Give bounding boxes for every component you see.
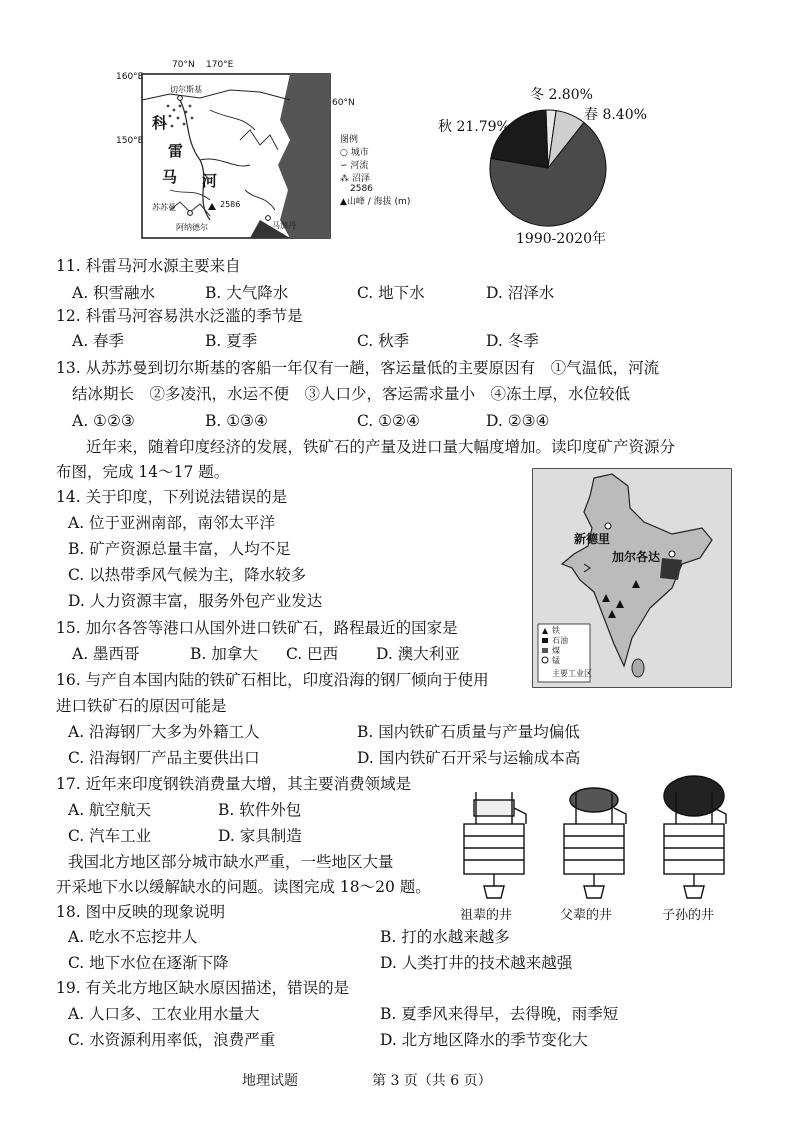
well-label-descendants: 子孙的井 — [662, 908, 715, 923]
map-legend — [340, 132, 420, 207]
q16-option-a: A. 沿海钢厂大多为外籍工人 — [68, 723, 260, 741]
q13-stem-line2: 结冰期长 ②多凌汛，水运不便 ③人口少，客运需求量小 ④冻土厚，水位较低 — [72, 385, 631, 403]
wells-illustration — [446, 774, 746, 924]
q18-stem: 18. 图中反映的现象说明 — [56, 903, 226, 921]
q16-option-d: D. 国内铁矿石开采与运输成本高 — [357, 749, 581, 767]
elevation-label: 2586 — [220, 200, 241, 209]
india-map-drawing — [532, 468, 732, 688]
lon-label-170e: 170°E — [206, 60, 234, 70]
intro14-line2: 布图，完成 14～17 题。 — [56, 463, 230, 481]
intro18-line2: 开采地下水以缓解缺水的问题。读图完成 18～20 题。 — [56, 878, 431, 896]
q16-stem-line2: 进口铁矿石的原因可能是 — [56, 697, 227, 715]
marsh-icon: ⁂ — [340, 174, 349, 184]
q15-option-b: B. 加拿大 — [190, 645, 258, 663]
q17-stem: 17. 近年来印度钢铁消费量大增，其主要消费领域是 — [56, 775, 412, 793]
river-char-4: 河 — [202, 172, 218, 190]
legend-peak-value: 2586 — [350, 184, 373, 194]
india-legend-manganese: 锰 — [552, 656, 560, 665]
intro14-line1: 近年来，随着印度经济的发展，铁矿石的产量及进口量大幅度增加。读印度矿产资源分 — [86, 438, 676, 456]
well-3 — [664, 776, 726, 898]
india-label-delhi: 新德里 — [574, 532, 611, 546]
place-anadyr-range: 阿纳德尔 — [176, 223, 208, 232]
lon-label-160e: 160°E — [116, 72, 144, 82]
q17-option-a: A. 航空航天 — [68, 801, 152, 819]
q13-option-d: D. ②③④ — [486, 412, 550, 430]
lat-label-70n: 70°N — [172, 60, 195, 70]
pie-label-spring: 春 8.40% — [584, 107, 647, 123]
q17-option-b: B. 软件外包 — [218, 801, 302, 819]
kolyma-map — [116, 60, 411, 242]
q15-option-c: C. 巴西 — [286, 645, 339, 663]
q16-option-c: C. 沿海钢厂产品主要供出口 — [68, 749, 260, 767]
river-char-3: 马 — [162, 168, 178, 186]
q17-option-d: D. 家具制造 — [218, 827, 302, 845]
q12-option-d: D. 冬季 — [486, 332, 539, 350]
india-legend-industry: 主要工业区 — [552, 669, 592, 678]
legend-river: ∽ 河流 — [340, 161, 369, 171]
q19-stem: 19. 有关北方地区缺水原因描述，错误的是 — [56, 979, 350, 997]
q12-option-a: A. 春季 — [72, 332, 125, 350]
q12-stem: 12. 科雷马河容易洪水泛滥的季节是 — [56, 307, 303, 325]
well-2 — [564, 788, 626, 898]
river-icon: ∽ — [340, 161, 348, 171]
india-legend-oil: 石油 — [552, 636, 568, 645]
place-magadan: 马加丹 — [272, 221, 296, 230]
footer-subject: 地理试题 — [242, 1073, 298, 1089]
peak-icon: ▲ — [340, 197, 347, 207]
q19-option-a: A. 人口多、工农业用水量大 — [68, 1005, 260, 1023]
pie-label-winter: 冬 2.80% — [530, 87, 593, 103]
q12-option-b: B. 夏季 — [205, 332, 258, 350]
q17-option-c: C. 汽车工业 — [68, 827, 152, 845]
legend-city: ○ 城市 — [340, 148, 369, 158]
q14-stem: 14. 关于印度，下列说法错误的是 — [56, 488, 288, 506]
q13-option-a: A. ①②③ — [72, 412, 135, 430]
q19-option-c: C. 水资源利用率低，浪费严重 — [68, 1031, 276, 1049]
river-char-1: 科 — [152, 114, 168, 132]
q11-option-b: B. 大气降水 — [205, 284, 289, 302]
india-label-kolkata: 加尔各达 — [612, 550, 661, 564]
q18-option-a: A. 吃水不忘挖井人 — [68, 928, 198, 946]
q15-stem: 15. 加尔各答等港口从国外进口铁矿石，路程最近的国家是 — [56, 619, 458, 637]
q13-option-c: C. ①②④ — [357, 412, 420, 430]
legend-title: 图例 — [340, 135, 359, 145]
city-icon: ○ — [340, 148, 348, 158]
wells-drawing — [446, 774, 746, 904]
place-chersky: 切尔斯基 — [170, 85, 202, 94]
q13-stem-line1: 13. 从苏苏曼到切尔斯基的客船一年仅有一趟，客运量低的主要原因有 ①气温低，河流 — [56, 359, 660, 377]
legend-marsh: ⁂ 沼泽 — [340, 174, 370, 184]
india-legend-iron: 铁 — [552, 626, 560, 635]
river-char-2: 雷 — [168, 142, 184, 160]
lat-label-60n: 60°N — [332, 98, 355, 108]
q18-option-c: C. 地下水位在逐渐下降 — [68, 954, 229, 972]
q11-stem: 11. 科雷马河水源主要来自 — [56, 257, 241, 275]
q14-option-d: D. 人力资源丰富，服务外包产业发达 — [68, 592, 323, 610]
q18-option-d: D. 人类打井的技术越来越强 — [380, 954, 573, 972]
well-label-parents: 父辈的井 — [560, 908, 613, 923]
pie-caption: 1990-2020年 — [516, 231, 606, 247]
q12-option-c: C. 秋季 — [357, 332, 410, 350]
india-legend-coal: 煤 — [552, 646, 560, 655]
q14-option-a: A. 位于亚洲南部，南邻太平洋 — [68, 514, 276, 532]
q14-option-c: C. 以热带季风气候为主，降水较多 — [68, 566, 307, 584]
well-1 — [464, 792, 526, 898]
q19-option-d: D. 北方地区降水的季节变化大 — [380, 1031, 588, 1049]
season-pie-chart — [430, 80, 650, 250]
q16-stem-line1: 16. 与产自本国内陆的铁矿石相比，印度沿海的钢厂倾向于使用 — [56, 671, 489, 689]
q16-option-b: B. 国内铁矿石质量与产量均偏低 — [357, 723, 580, 741]
footer-page: 第 3 页（共 6 页） — [372, 1073, 492, 1089]
india-map — [532, 468, 732, 688]
q11-option-c: C. 地下水 — [357, 284, 425, 302]
well-label-grandparents: 祖辈的井 — [460, 908, 513, 923]
lon-label-150e: 150°E — [116, 136, 144, 146]
q13-option-b: B. ①③④ — [205, 412, 268, 430]
pie-label-autumn: 秋 21.79% — [438, 119, 510, 135]
q15-option-d: D. 澳大利亚 — [376, 645, 460, 663]
q19-option-b: B. 夏季风来得早，去得晚，雨季短 — [380, 1005, 619, 1023]
legend-peak: ▲山峰 / 海拔 (m) — [340, 197, 411, 207]
q15-option-a: A. 墨西哥 — [72, 645, 140, 663]
q14-option-b: B. 矿产资源总量丰富，人均不足 — [68, 540, 291, 558]
q18-option-b: B. 打的水越来越多 — [380, 928, 510, 946]
place-susuman: 苏苏曼 — [152, 203, 176, 212]
intro18-line1: 我国北方地区部分城市缺水严重，一些地区大量 — [68, 853, 394, 871]
q11-option-d: D. 沼泽水 — [486, 284, 555, 302]
q11-option-a: A. 积雪融水 — [72, 284, 156, 302]
